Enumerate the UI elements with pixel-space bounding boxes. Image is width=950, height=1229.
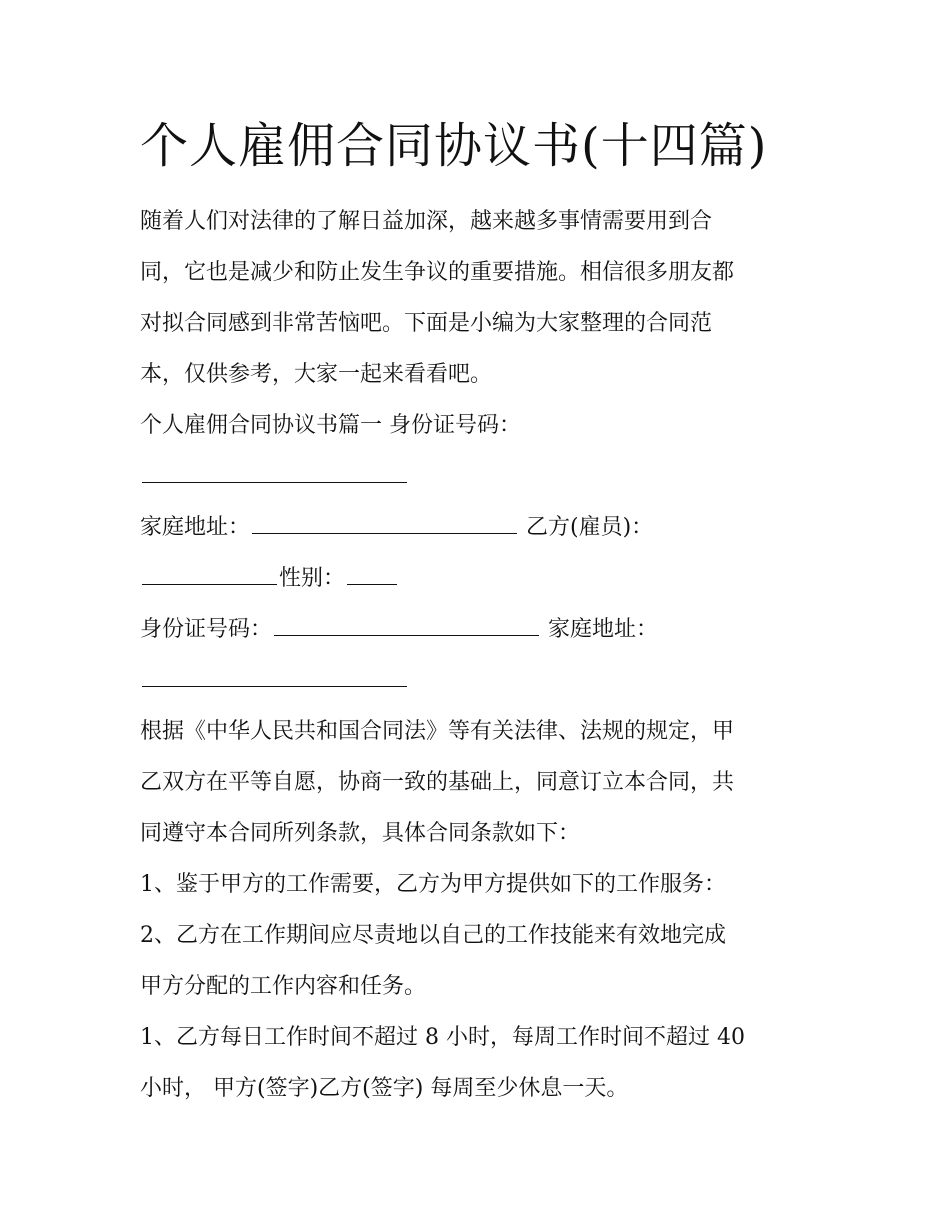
section1-heading: 个人雇佣合同协议书篇一 身份证号码： [140,413,521,438]
clause-3-line: 1、乙方每日工作时间不超过 8 小时，每周工作时间不超过 40 [140,1025,745,1050]
party-b-gender-line [140,553,820,604]
address-party-b-line [140,502,820,553]
home-address-blank-line [140,655,820,706]
basis-line: 乙双方在平等自愿，协商一致的基础上，同意订立本合同，共 [140,770,735,795]
home-address-blank[interactable] [252,507,517,534]
party-b-label: 乙方(雇员)： [526,515,654,540]
home-address-label-2: 家庭地址： [548,617,659,642]
clause-3 [140,1012,820,1114]
gender-label: 性别： [279,566,346,591]
intro-line: 本，仅供参考，大家一起来看看吧。 [140,362,493,387]
intro-line: 同，它也是减少和防止发生争议的重要措施。相信很多朋友都 [140,260,735,285]
document-page [140,110,820,1114]
intro-paragraph [140,196,820,400]
basis-line: 根据《中华人民共和国合同法》等有关法律、法规的规定，甲 [140,719,735,744]
intro-line: 对拟合同感到非常苦恼吧。下面是小编为大家整理的合同范 [140,311,713,336]
intro-line: 随着人们对法律的了解日益加深，越来越多事情需要用到合 [140,209,713,234]
home-address-label: 家庭地址： [140,515,251,540]
gender-blank[interactable] [347,558,397,585]
home-address-blank-2[interactable] [142,660,407,687]
id-address-line [140,604,820,655]
clause-3-line: 小时， 甲方(签字)乙方(签字) 每周至少休息一天。 [140,1076,629,1101]
clause-1: 1、鉴于甲方的工作需要，乙方为甲方提供如下的工作服务： [140,872,726,897]
id-number-label: 身份证号码： [140,617,273,642]
basis-line: 同遵守本合同所列条款，具体合同条款如下： [140,821,581,846]
id-number-blank-2[interactable] [274,609,539,636]
document-title: 个人雇佣合同协议书(十四篇) [140,118,768,174]
clause-2-line: 2、乙方在工作期间应尽责地以自己的工作技能来有效地完成 [140,923,726,948]
clause-2 [140,910,820,1012]
basis-paragraph [140,706,820,859]
id-number-blank-line [140,451,820,502]
clause-2-line: 甲方分配的工作内容和任务。 [140,974,427,999]
id-number-blank[interactable] [142,456,407,483]
party-b-name-blank[interactable] [142,558,277,585]
